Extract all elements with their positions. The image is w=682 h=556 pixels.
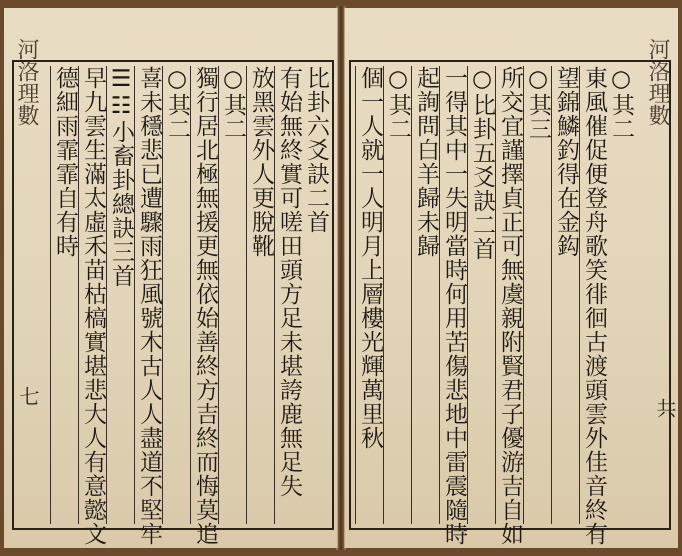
column-text: 喜未穩悲已遭驟雨狂風號木古人人盡道不堅牢 (136, 66, 162, 546)
column-text: ○其二 (385, 66, 411, 141)
left-text-frame (12, 60, 334, 546)
column-text: ○其二 (220, 66, 246, 141)
column-text: ☰☷小畜卦總訣三首 (108, 66, 134, 288)
column-text: 比卦六爻訣二首 (303, 66, 329, 234)
column-text: ○其三 (525, 66, 551, 141)
right-column-7 (439, 66, 467, 546)
column-text: 有始無終實可嗟田頭方足未堪誇鹿無足失 (276, 66, 302, 498)
column-text: 德細雨霏霏自有時 (52, 66, 78, 258)
left-column-8 (106, 66, 134, 524)
left-header-title: 河洛理數 (14, 38, 39, 126)
column-text: 望錦鱗釣得在金鈎 (553, 66, 579, 258)
column-text: ○其二 (608, 66, 634, 141)
column-text: 起詢問白羊歸未歸 (413, 66, 439, 258)
left-column-1 (302, 66, 330, 524)
left-column-7 (134, 66, 162, 546)
column-text: 一得其中一失明當時何用苦傷悲地中雷震隨時 (441, 66, 467, 546)
right-column-1 (607, 66, 635, 524)
right-text-frame (349, 60, 671, 546)
right-column-8 (411, 66, 439, 524)
column-text: 放黑雲外人更脫靴 (248, 66, 274, 258)
left-folio-number: 七 (16, 386, 40, 406)
right-column-5 (495, 66, 523, 546)
right-column-6 (467, 66, 495, 524)
left-column-6 (162, 66, 190, 524)
right-column-4 (523, 66, 551, 524)
column-text: 個一人就一人明月上層樓光輝萬里秋 (357, 66, 383, 450)
column-text: ○比卦五爻訣二首 (469, 66, 495, 261)
right-header-title: 河洛理數 (645, 38, 670, 126)
left-column-3 (246, 66, 274, 524)
column-text: 所交宜謹擇貞正可無虞親附賢君子優游吉自如 (497, 66, 523, 546)
left-column-10 (50, 66, 78, 524)
left-page (4, 8, 338, 548)
left-column-4 (218, 66, 246, 524)
column-text: 東風催促便登舟歌笑徘徊古渡頭雲外佳音終有 (581, 66, 607, 546)
right-column-10 (355, 66, 383, 524)
left-column-2 (274, 66, 302, 524)
left-column-9 (78, 66, 106, 546)
right-column-9 (383, 66, 411, 524)
column-text: 早九雲生滿太虛禾苗枯槁實堪悲大人有意懿文 (80, 66, 106, 546)
column-text: ○其二 (164, 66, 190, 141)
right-folio-number: 共 (653, 398, 677, 418)
column-text: 獨行居北極無援更無依始善終方吉終而悔莫追 (192, 66, 218, 546)
left-column-5 (190, 66, 218, 546)
right-page (344, 8, 678, 548)
right-column-2 (579, 66, 607, 546)
right-column-3 (551, 66, 579, 524)
